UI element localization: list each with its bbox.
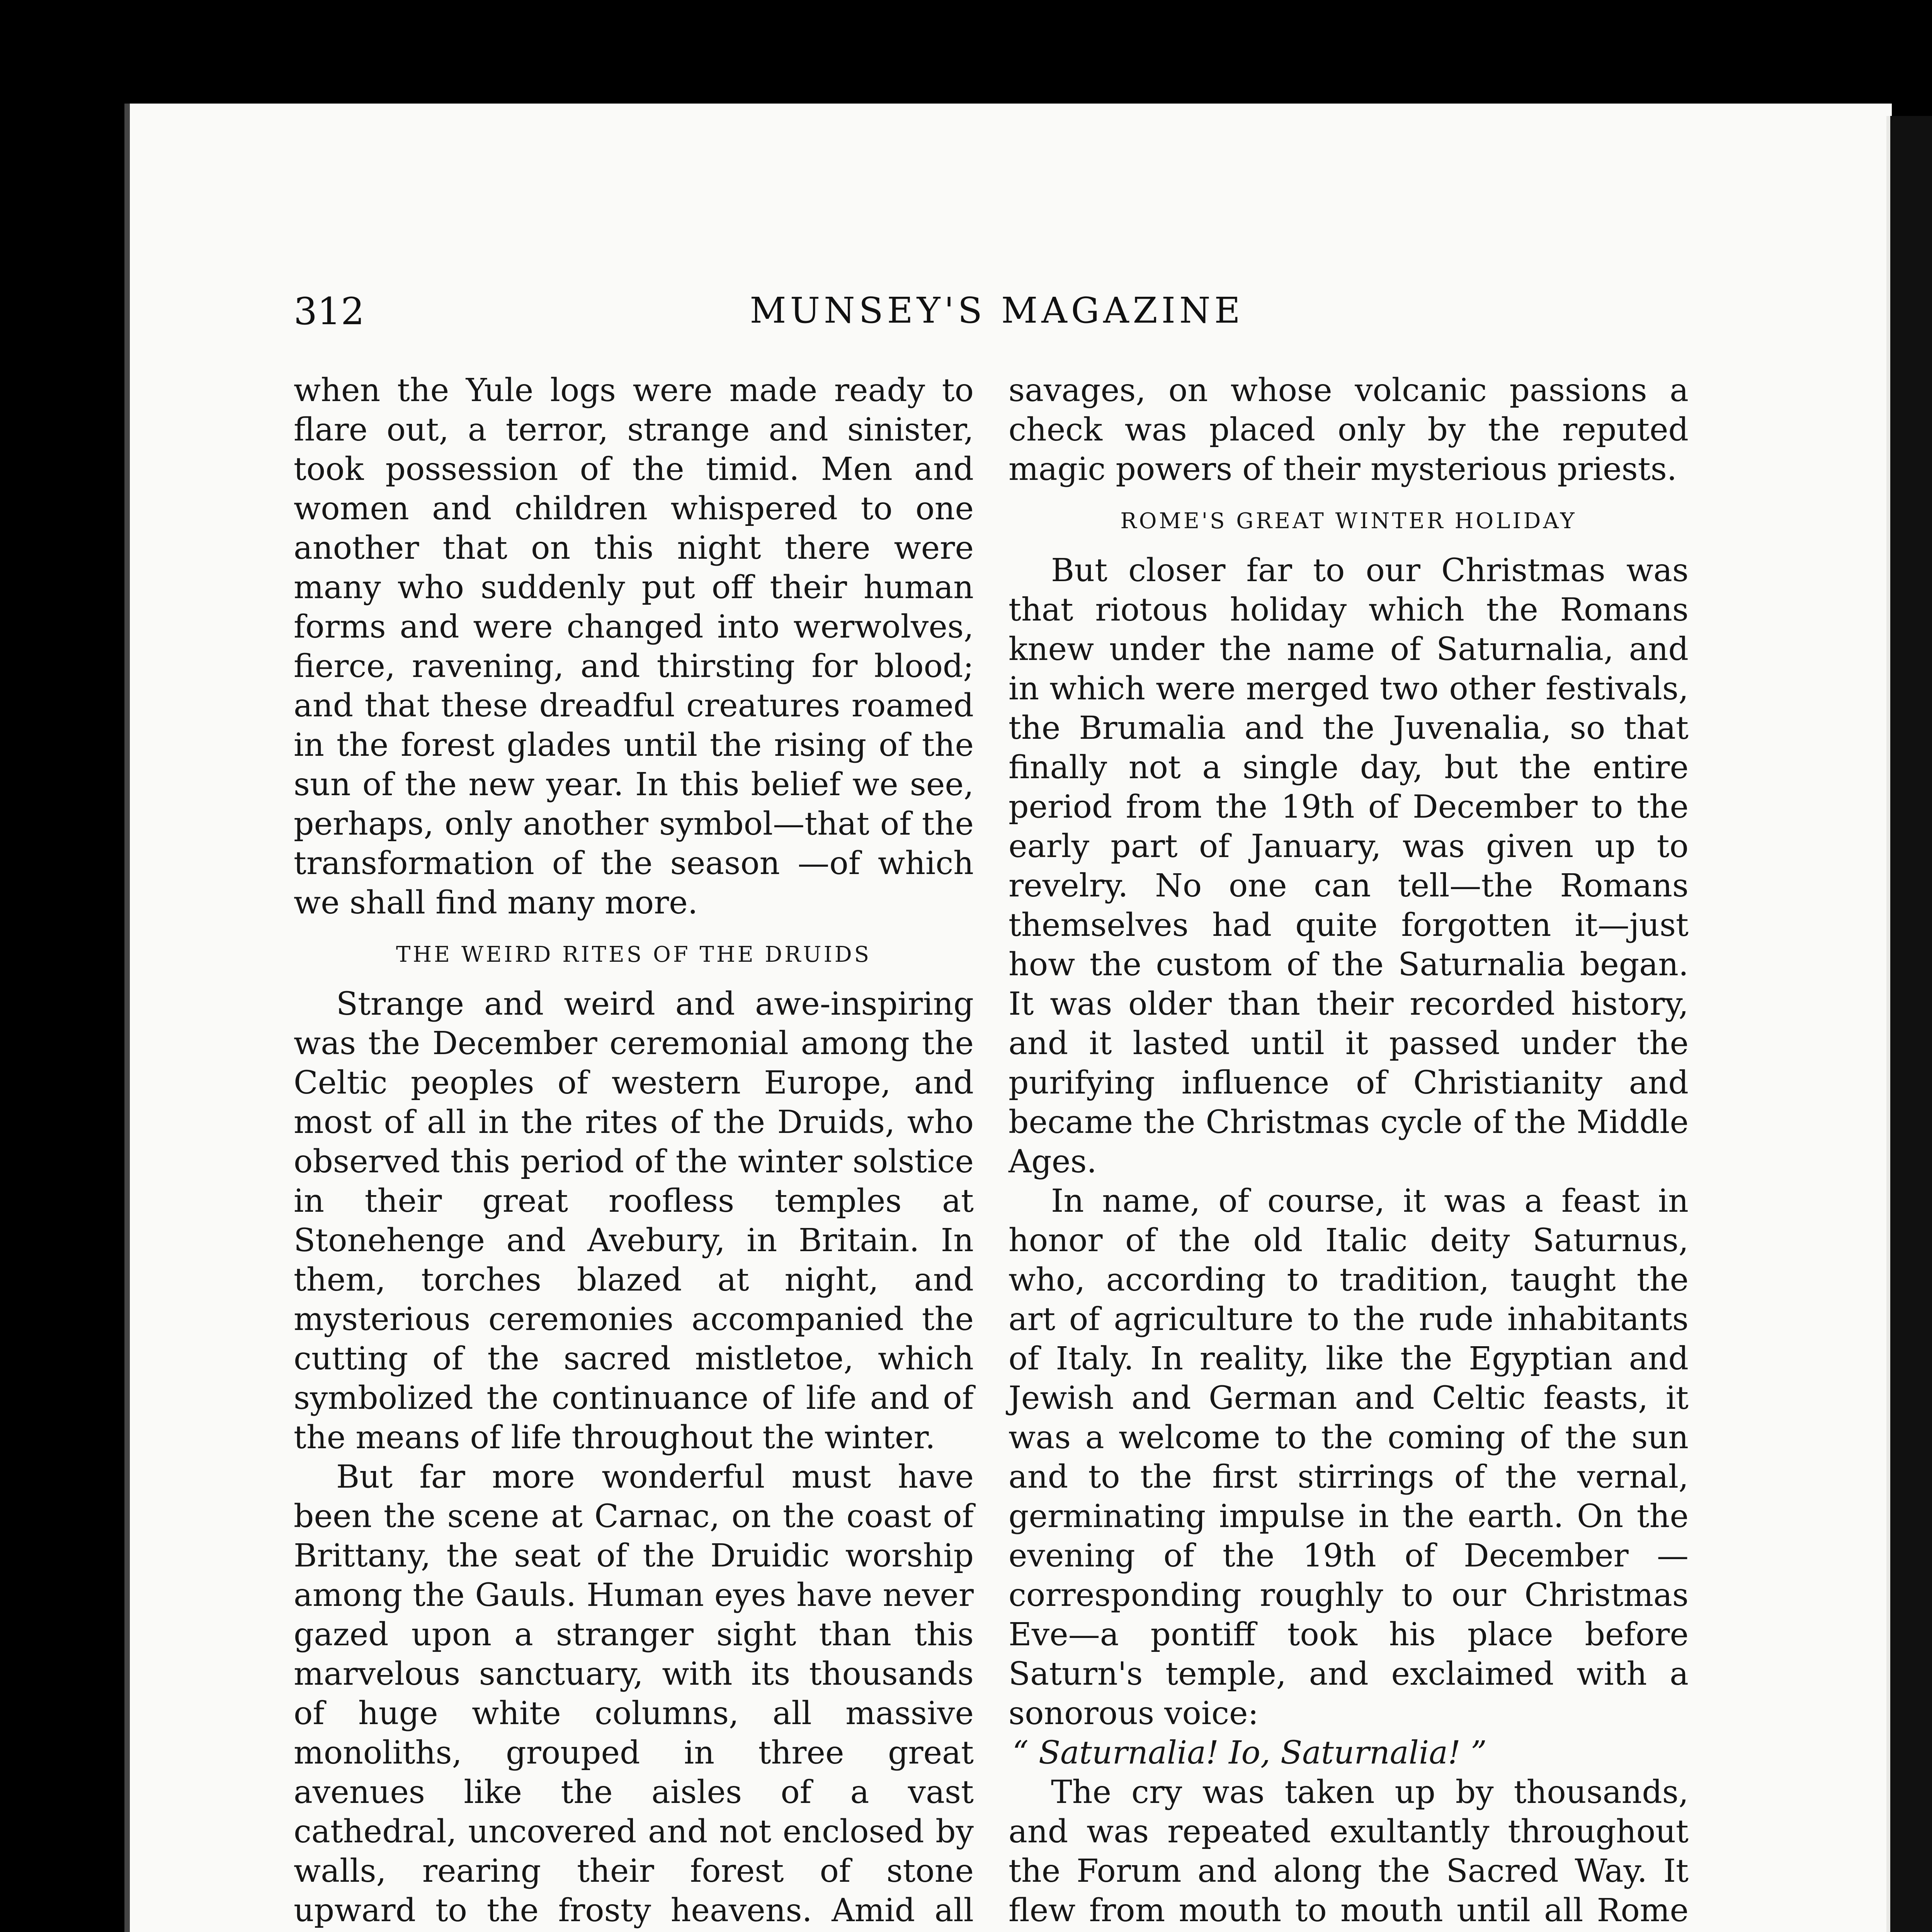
- right-column: [1009, 371, 1689, 1932]
- paragraph: In name, of course, it was a feast in honor of the old Italic deity Saturnus, who, according to tradition, taught the art of agriculture to the rude inhabitants of Italy. In reality, like the Egyptian and Jewish and German and Celtic feasts, it was a welcome to the coming of the sun and to the first stirrings of the vernal, germinating impulse in the earth. On the evening of the 19th of December — corresponding roughly to our Christmas Eve—a pontiff took his place before Saturn's temple, and exclaimed with a sonorous voice:: [1009, 1183, 1689, 1732]
- section-heading: THE WEIRD RITES OF THE DRUIDS: [396, 942, 872, 967]
- page-number: 312: [294, 290, 365, 333]
- section-heading: ROME'S GREAT WINTER HOLIDAY: [1120, 509, 1577, 534]
- adjacent-page-edge: [1886, 116, 1932, 1932]
- paragraph: savages, on whose volcanic passions a check was placed only by the reputed magic powers of their mysterious priests.: [1009, 372, 1689, 488]
- scan-border-top: [0, 0, 1932, 104]
- paragraph: The cry was taken up by thousands, and was repeated exultantly throughout the Forum and along the Sacred Way. It flew from mouth to mouth until all Rome: [1009, 1774, 1689, 1929]
- quotation: “ Saturnalia! Io, Saturnalia! ”: [1012, 1735, 1487, 1771]
- running-header: [294, 290, 1700, 344]
- paragraph: Strange and weird and awe-inspiring was the December ceremonial among the Celtic peoples of western Europe, and most of all in the rites of the Druids, who observed this period of the winter solstice in their great roofless temples at Stonehenge and Avebury, in Britain. In them, torches blazed at night, and mysterious ceremonies accompanied the cutting of the sacred mistletoe, which symbolized the continuance of life and of the means of life throughout the winter.: [294, 986, 974, 1456]
- paragraph: when the Yule logs were made ready to flare out, a terror, strange and sinister, took possession of the timid. Men and women and children whispered to one another that on this night there were many who suddenly put off their human forms and were changed into werwolves, fierce, ravening, and thirsting for blood; and that these dreadful creatures roamed in the forest glades until the rising of the sun of the new year. In this belief we see, perhaps, only another symbol—that of the transformation of the season —of which we shall find many more.: [294, 372, 974, 921]
- magazine-title: MUNSEY'S MAGAZINE: [750, 290, 1244, 331]
- left-column: [294, 371, 974, 1932]
- paragraph: But far more wonderful must have been the scene at Carnac, on the coast of Brittany, the seat of the Druidic worship among the Gauls. Human eyes have never gazed upon a stranger sight than this marvelous sanctuary, with its thousands of huge white columns, all massive monoliths, grouped in three great avenues like the aisles of a vast cathedral, uncovered and not enclosed by walls, rearing their forest of stone upward to the frosty heavens. Amid all: [294, 1459, 974, 1929]
- paragraph: But closer far to our Christmas was that riotous holiday which the Romans knew under the name of Saturnalia, and in which were merged two other festivals, the Brumalia and the Juvenalia, so that finally not a single day, but the entire period from the 19th of December to the early part of January, was given up to revelry. No one can tell—the Romans themselves had quite forgotten it—just how the custom of the Saturnalia began. It was older than their recorded history, and it lasted until it passed under the purifying influence of Christianity and became the Christmas cycle of the Middle Ages.: [1009, 552, 1689, 1180]
